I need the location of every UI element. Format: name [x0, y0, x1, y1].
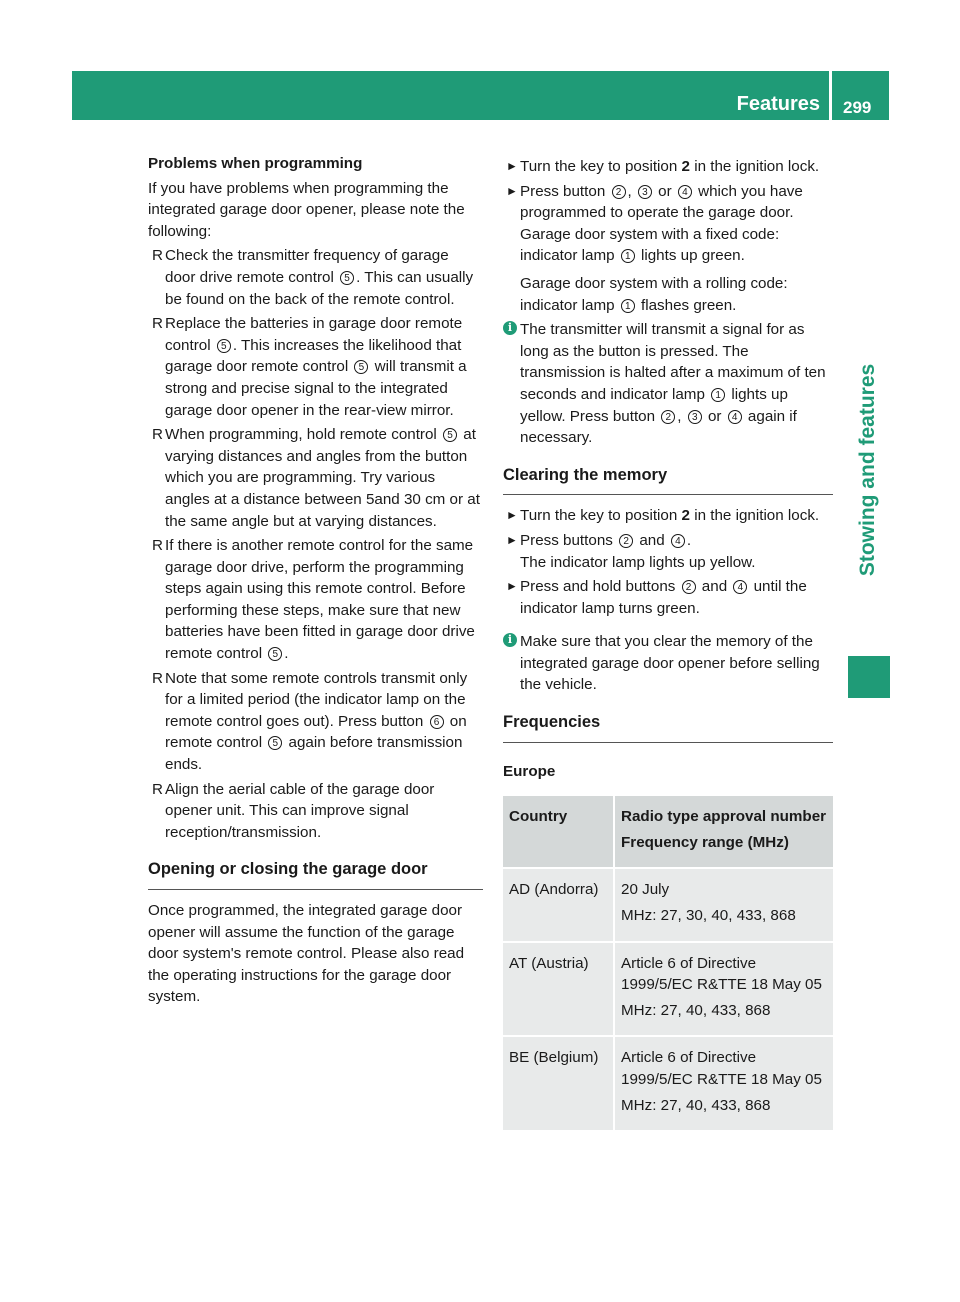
- callout-marker: 3: [688, 410, 702, 424]
- side-tab-label: Stowing and features: [856, 363, 880, 577]
- callout-marker: 4: [733, 580, 747, 594]
- frequency-table: [503, 796, 833, 1130]
- callout-marker: 1: [621, 249, 635, 263]
- table-header-approval: Radio type approval number Frequency range (MHz): [614, 796, 833, 868]
- callout-marker: 5: [340, 271, 354, 285]
- header-separator: [829, 71, 832, 120]
- opening-text: Once programmed, the integrated garage door opener will assume the function of the garage door system's remote control. Please also read the operating instructions for the garage door system.: [148, 902, 465, 1006]
- callout-marker: 1: [711, 388, 725, 402]
- callout-marker: 1: [621, 299, 635, 313]
- section-heading-frequencies: Frequencies: [503, 712, 833, 743]
- bullet-item: R Replace the batteries in garage door remote control 5 . This increases the likelihood that garage door remote control 5 will transmit a strong and precise signal to the integrated garage door opener in the rear-view mirror.: [152, 315, 467, 419]
- info-note: i The transmitter will transmit a signal for as long as the button is pressed. The transmission is halted after a maximum of ten seconds and indicator lamp 1 lights up yellow. Press button 2 , 3 or 4 again if necessary.: [503, 319, 833, 449]
- info-icon: i: [503, 633, 517, 647]
- callout-marker: 2: [661, 410, 675, 424]
- callout-marker: 5: [268, 647, 282, 661]
- bullet-item: R Note that some remote controls transmit only for a limited period (the indicator lamp on the remote control goes out). Press button 6 on remote control 5 again before transmission ends.: [152, 669, 468, 774]
- step-item: ► Turn the key to position 2 in the ignition lock.: [506, 158, 820, 175]
- step-result: The indicator lamp lights up yellow.: [520, 553, 756, 571]
- step-item: ► Press and hold buttons 2 and 4 until the indicator lamp turns green.: [506, 578, 807, 617]
- problems-title: Problems when programming: [148, 155, 363, 172]
- table-row: AD (Andorra) 20 July MHz: 27, 30, 40, 433, 868: [503, 868, 833, 941]
- section-heading-clearing: Clearing the memory: [503, 465, 833, 496]
- step-item: ► Press button 2 , 3 or 4 which you have programmed to operate the garage door. Garage door system with a fixed code: indicator lamp 1 lights up green. Garage door system with a rolling code: indicator lamp 1 flashes green.: [506, 182, 803, 314]
- callout-marker: 5: [268, 736, 282, 750]
- page-number: 299: [843, 98, 872, 117]
- europe-label: Europe: [503, 762, 556, 780]
- bullet-item: R When programming, hold remote control 5 at varying distances and angles from the button which you are programming. Try various angles at a distance between 5and 30 cm or at the same angle but at varying distances.: [152, 426, 480, 530]
- callout-marker: 4: [671, 534, 685, 548]
- info-icon: i: [503, 321, 517, 335]
- step-item: ► Press buttons 2 and 4 . The indicator lamp lights up yellow.: [503, 530, 833, 573]
- callout-marker: 5: [443, 428, 457, 442]
- table-header-country: Country: [503, 796, 614, 868]
- section-heading-opening: Opening or closing the garage door: [148, 859, 483, 890]
- callout-marker: 5: [354, 360, 368, 374]
- info-note: i Make sure that you clear the memory of the integrated garage door opener before selling the vehicle.: [503, 631, 833, 696]
- header-title: Features: [736, 93, 820, 115]
- header-bar: [72, 71, 889, 120]
- callout-marker: 2: [612, 185, 626, 199]
- table-row: BE (Belgium) Article 6 of Directive 1999/5/EC R&TTE 18 May 05 MHz: 27, 40, 433, 868: [503, 1036, 833, 1130]
- problems-intro: If you have problems when programming the integrated garage door opener, please note the following:: [148, 179, 465, 240]
- callout-marker: 2: [619, 534, 633, 548]
- right-column: [503, 153, 833, 1130]
- callout-marker: 5: [217, 339, 231, 353]
- bullet-item: R Check the transmitter frequency of garage door drive remote control 5 . This can usually be found on the back of the remote control.: [152, 247, 474, 308]
- callout-marker: 4: [678, 185, 692, 199]
- callout-marker: 6: [430, 715, 444, 729]
- left-column: [148, 153, 483, 1011]
- callout-marker: 4: [728, 410, 742, 424]
- table-row: AT (Austria) Article 6 of Directive 1999/5/EC R&TTE 18 May 05 MHz: 27, 40, 433, 868: [503, 942, 833, 1037]
- side-tab: [847, 290, 889, 650]
- step-item: ► Turn the key to position 2 in the ignition lock.: [506, 507, 820, 525]
- bullet-item: R Align the aerial cable of the garage door opener unit. This can improve signal reception/transmission.: [152, 780, 435, 841]
- side-tab-block: [848, 656, 890, 698]
- bullet-item: R If there is another remote control for the same garage door drive, perform the programming steps again using this remote control. Before performing these steps, make sure that new batteries have been fitted in garage door drive remote control 5 .: [152, 537, 475, 663]
- callout-marker: 2: [682, 580, 696, 594]
- callout-marker: 3: [638, 185, 652, 199]
